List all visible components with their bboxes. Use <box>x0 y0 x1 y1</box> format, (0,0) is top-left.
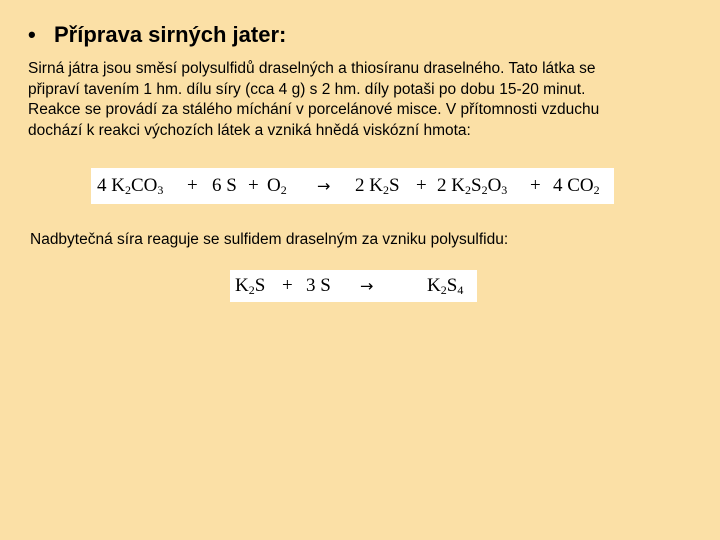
plus-sign: + <box>530 175 541 196</box>
plus-sign: + <box>416 175 427 196</box>
intro-paragraph <box>28 59 698 141</box>
plus-sign: + <box>248 175 259 196</box>
paragraph-line: připraví tavením 1 hm. dílu síry (cca 4 g) s 2 hm. díly potaši po dobu 15-20 minut. <box>28 80 586 98</box>
paragraph-line: Reakce se provádí za stálého míchání v porcelánové misce. V přítomnosti vzduchu <box>28 101 600 118</box>
product-potassium-sulfide: 2 $K_2S$ <box>355 175 400 197</box>
product-potassium-polysulfide: $K_2S_4$ <box>427 275 464 297</box>
reaction-equation-1 <box>91 168 614 204</box>
arrow-right-icon: → <box>360 276 374 296</box>
reactant-potassium-carbonate: 4 $K_2CO_3$ <box>97 175 164 197</box>
polysulfide-paragraph: Nadbytečná síra reaguje se sulfidem draselným za vzniku polysulfidu: <box>30 231 509 248</box>
reactant-sulfur: 6 S <box>212 175 237 196</box>
product-potassium-thiosulfate: 2 $K_2S_2O_3$ <box>437 175 508 197</box>
bullet-icon: • <box>28 22 36 47</box>
reactant-oxygen: $O_2$ <box>267 175 287 197</box>
plus-sign: + <box>187 175 198 196</box>
arrow-right-icon: → <box>317 176 331 196</box>
paragraph-line: dochází k reakci výchozích látek a vzniká hnědá viskózní hmota: <box>28 121 471 139</box>
reactant-potassium-sulfide: $K_2S$ <box>235 275 266 297</box>
slide-heading <box>28 22 286 48</box>
plus-sign: + <box>282 275 293 296</box>
heading-text: Příprava sirných jater: <box>54 22 287 47</box>
reaction-equation-2 <box>230 270 477 302</box>
paragraph-line: Sirná játra jsou směsí polysulfidů draselných a thiosíranu draselného. Tato látka se <box>28 60 596 77</box>
product-carbon-dioxide: 4 $CO_2$ <box>553 175 600 197</box>
reactant-sulfur: 3 S <box>306 275 331 296</box>
